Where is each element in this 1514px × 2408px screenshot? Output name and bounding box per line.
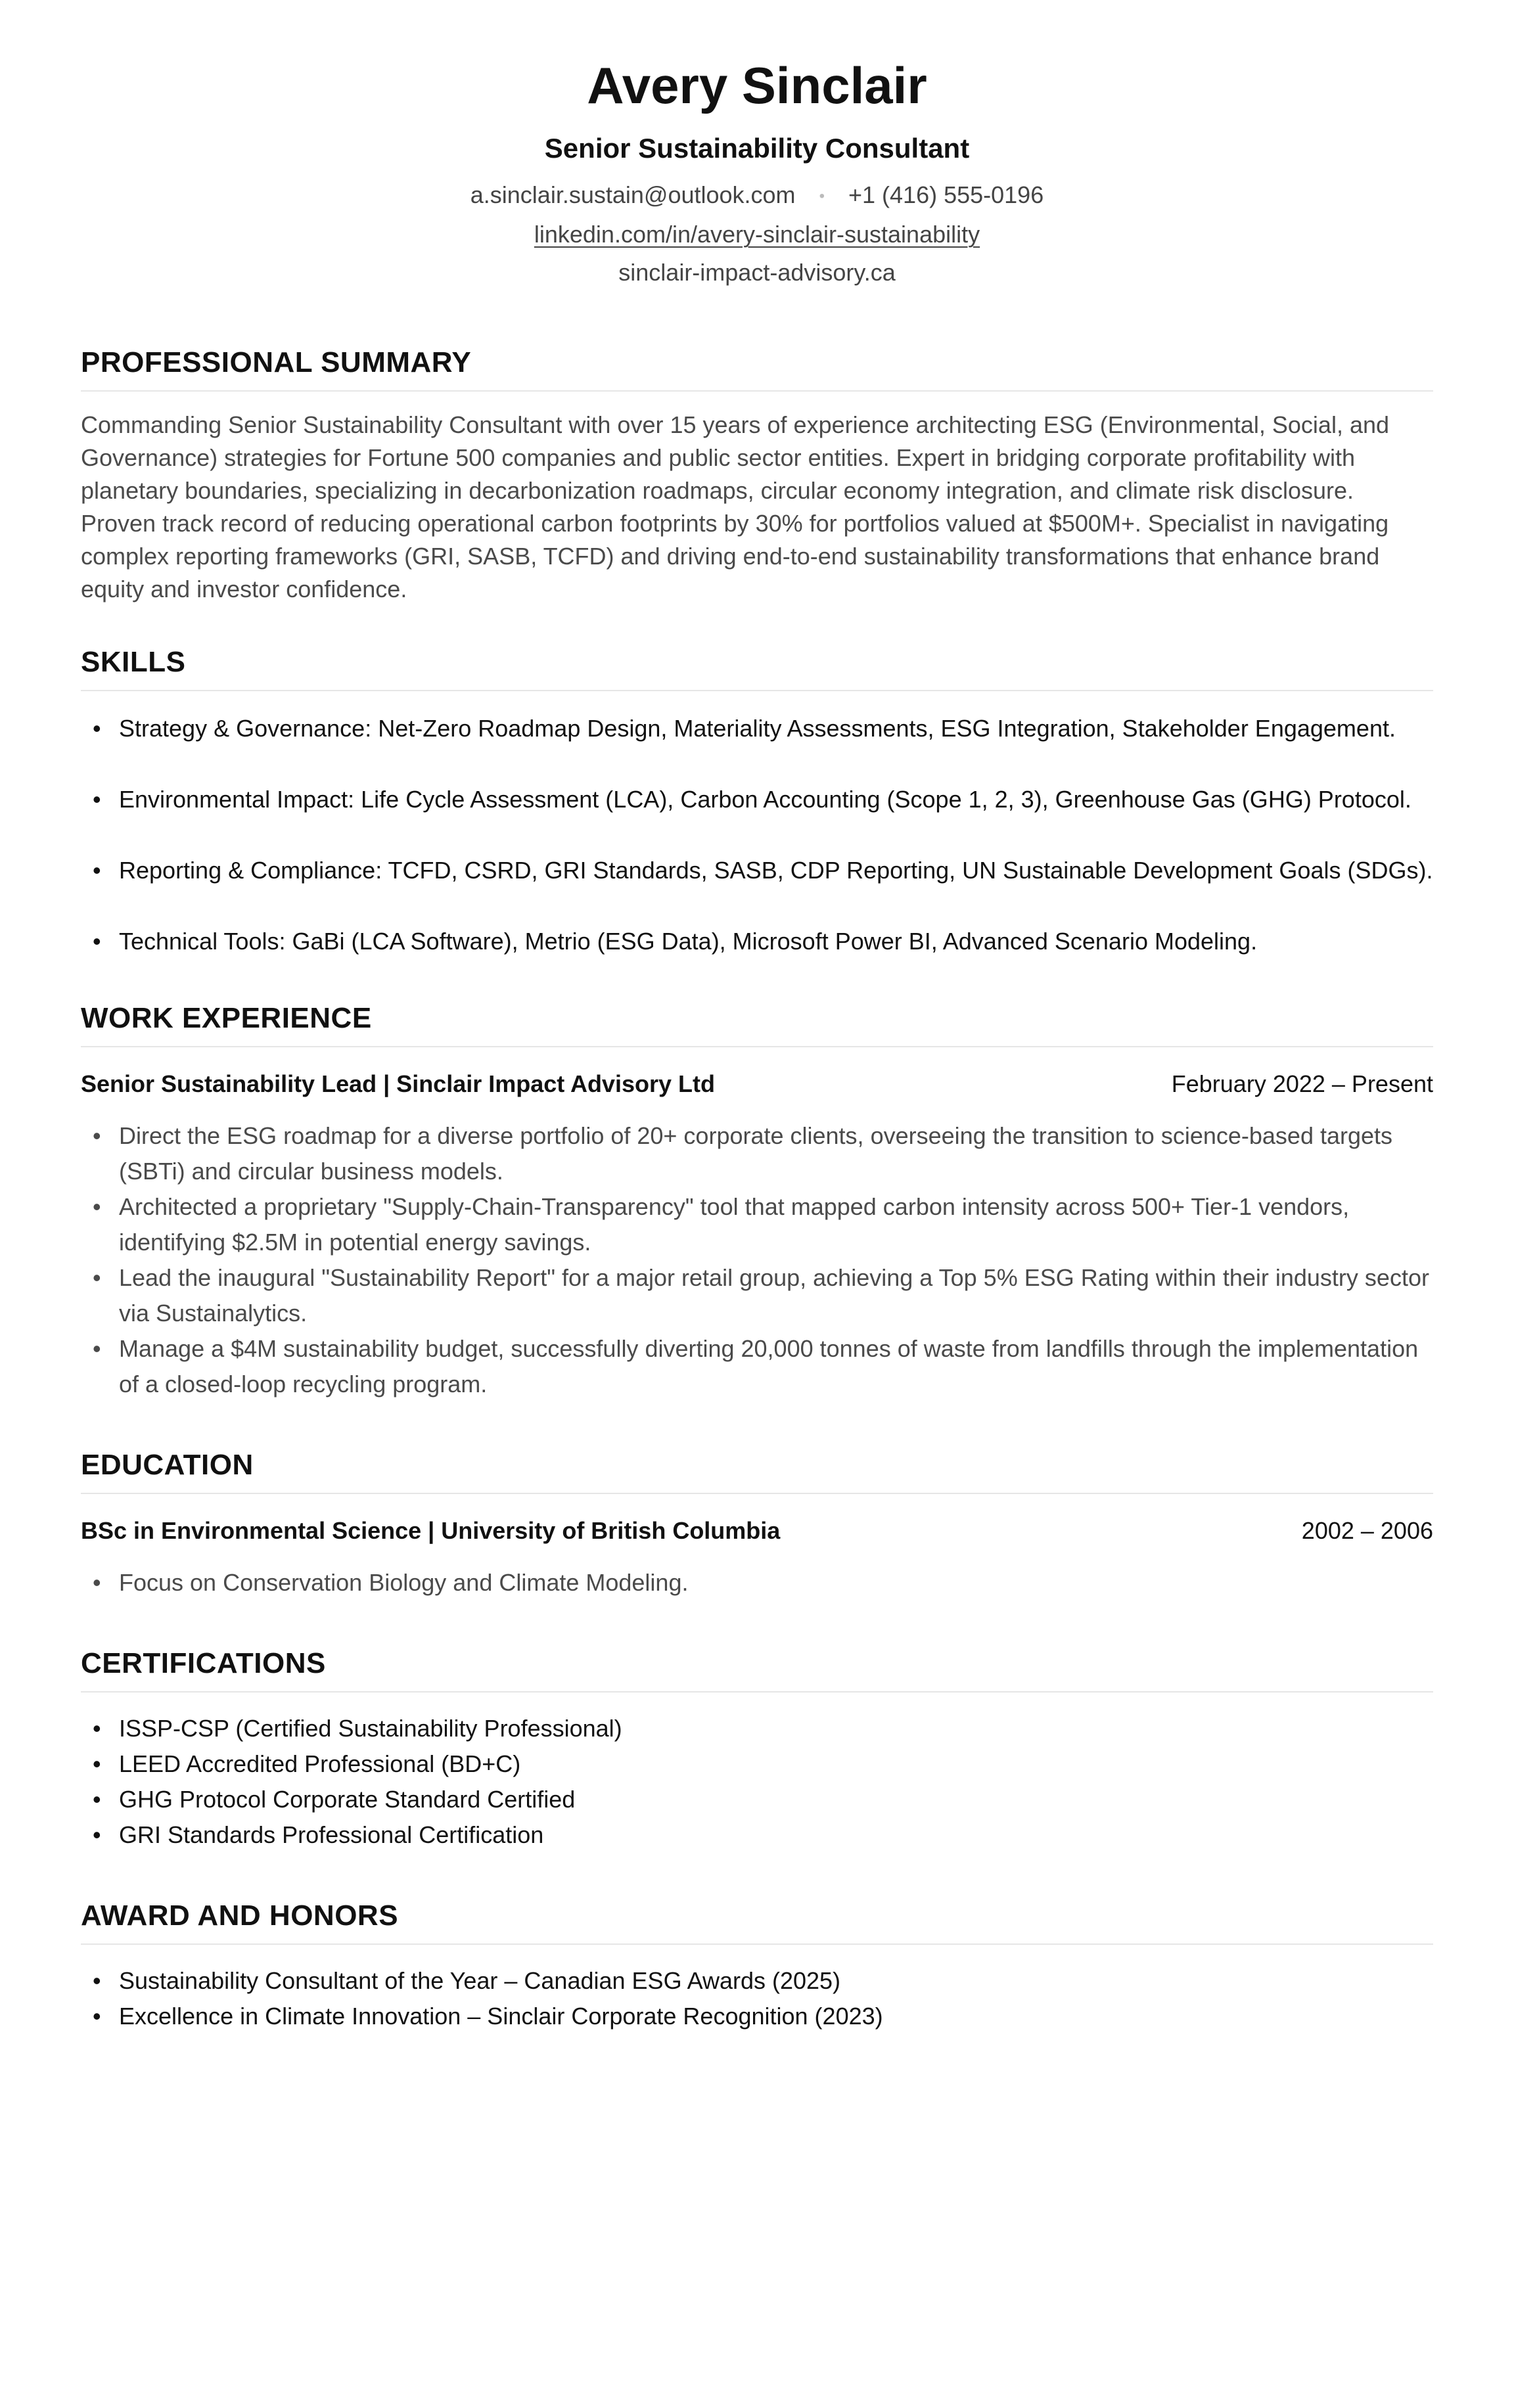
website-line [81,254,1433,292]
education-dates: 2002 – 2006 [1301,1517,1433,1545]
skill-item: • Strategy & Governance: Net-Zero Roadmap Design, Materiality Assessments, ESG Integration, Stakeholder Engagement. [81,711,1433,746]
candidate-title: Senior Sustainability Consultant [544,133,970,164]
skills-section [81,644,1433,959]
awards-heading: AWARD AND HONORS [81,1897,1433,1945]
awards-section [81,1897,1433,2034]
skills-list [81,711,1433,959]
summary-section [81,344,1433,606]
summary-heading: PROFESSIONAL SUMMARY [81,344,1433,392]
education-bullet-list [81,1565,1433,1601]
job-title: Senior Sustainability Lead | Sinclair Impact Advisory Ltd [81,1070,715,1098]
job-bullet: • Manage a $4M sustainability budget, successfully diverting 20,000 tonnes of waste from landfills through the implementation of a closed-loop recycling program. [81,1331,1433,1402]
phone-number[interactable]: +1 (416) 555-0196 [848,181,1044,208]
email-link[interactable]: a.sinclair.sustain@outlook.com [470,181,796,208]
award-item: • Sustainability Consultant of the Year – Canadian ESG Awards (2025) [81,1963,1433,1999]
education-heading: EDUCATION [81,1447,1433,1494]
degree-title: BSc in Environmental Science | University of British Columbia [81,1517,781,1545]
job-header [81,1067,1433,1101]
linkedin-link[interactable]: linkedin.com/in/avery-sinclair-sustainability [534,221,980,248]
linkedin-line [81,216,1433,254]
contact-separator: • [819,187,825,206]
education-bullet: • Focus on Conservation Biology and Climate Modeling. [81,1565,1433,1601]
skill-item: • Technical Tools: GaBi (LCA Software), Metrio (ESG Data), Microsoft Power BI, Advanced Scenario Modeling. [81,924,1433,959]
resume-header [81,0,1433,292]
certifications-list [81,1711,1433,1853]
job-bullet-list [81,1118,1433,1402]
experience-section [81,1000,1433,1402]
certification-item: • LEED Accredited Professional (BD+C) [81,1746,1433,1782]
skill-item: • Environmental Impact: Life Cycle Assessment (LCA), Carbon Accounting (Scope 1, 2, 3), Greenhouse Gas (GHG) Protocol. [81,782,1433,817]
award-item: • Excellence in Climate Innovation – Sinclair Corporate Recognition (2023) [81,1999,1433,2034]
skills-heading: SKILLS [81,644,1433,691]
job-bullet: • Architected a proprietary "Supply-Chain-Transparency" tool that mapped carbon intensity across 500+ Tier-1 vendors, identifying $2.5M in potential energy savings. [81,1189,1433,1260]
summary-text: Commanding Senior Sustainability Consultant with over 15 years of experience architecting ESG (Environmental, Social, and Governance) strategies for Fortune 500 companies and public sector entities. Expert in bridging corporate profitability with planetary boundaries, specializing in decarbonization roadmaps, circular economy integration, and climate risk disclosure. Proven track record of reducing operational carbon footprints by 30% for portfolios valued at $500M+. Specialist in navigating complex reporting frameworks (GRI, SASB, TCFD) and driving end-to-end sustainability transformations that enhance brand equity and investor confidence. [81,411,1390,603]
contact-line [81,176,1433,216]
certification-item: • ISSP-CSP (Certified Sustainability Professional) [81,1711,1433,1746]
job-dates: February 2022 – Present [1171,1070,1433,1098]
job-bullet: • Lead the inaugural "Sustainability Report" for a major retail group, achieving a Top 5% ESG Rating within their industry sector via Sustainalytics. [81,1260,1433,1331]
awards-list [81,1963,1433,2034]
job-bullet: • Direct the ESG roadmap for a diverse portfolio of 20+ corporate clients, overseeing the transition to science-based targets (SBTi) and circular business models. [81,1118,1433,1189]
candidate-name: Avery Sinclair [587,57,927,114]
certification-item: • GHG Protocol Corporate Standard Certified [81,1782,1433,1817]
skill-item: • Reporting & Compliance: TCFD, CSRD, GRI Standards, SASB, CDP Reporting, UN Sustainable Development Goals (SDGs). [81,853,1433,888]
experience-heading: WORK EXPERIENCE [81,1000,1433,1047]
website-link[interactable]: sinclair-impact-advisory.ca [618,259,896,286]
certifications-section [81,1645,1433,1853]
education-header [81,1514,1433,1548]
certifications-heading: CERTIFICATIONS [81,1645,1433,1692]
certification-item: • GRI Standards Professional Certification [81,1817,1433,1853]
education-section [81,1447,1433,1601]
